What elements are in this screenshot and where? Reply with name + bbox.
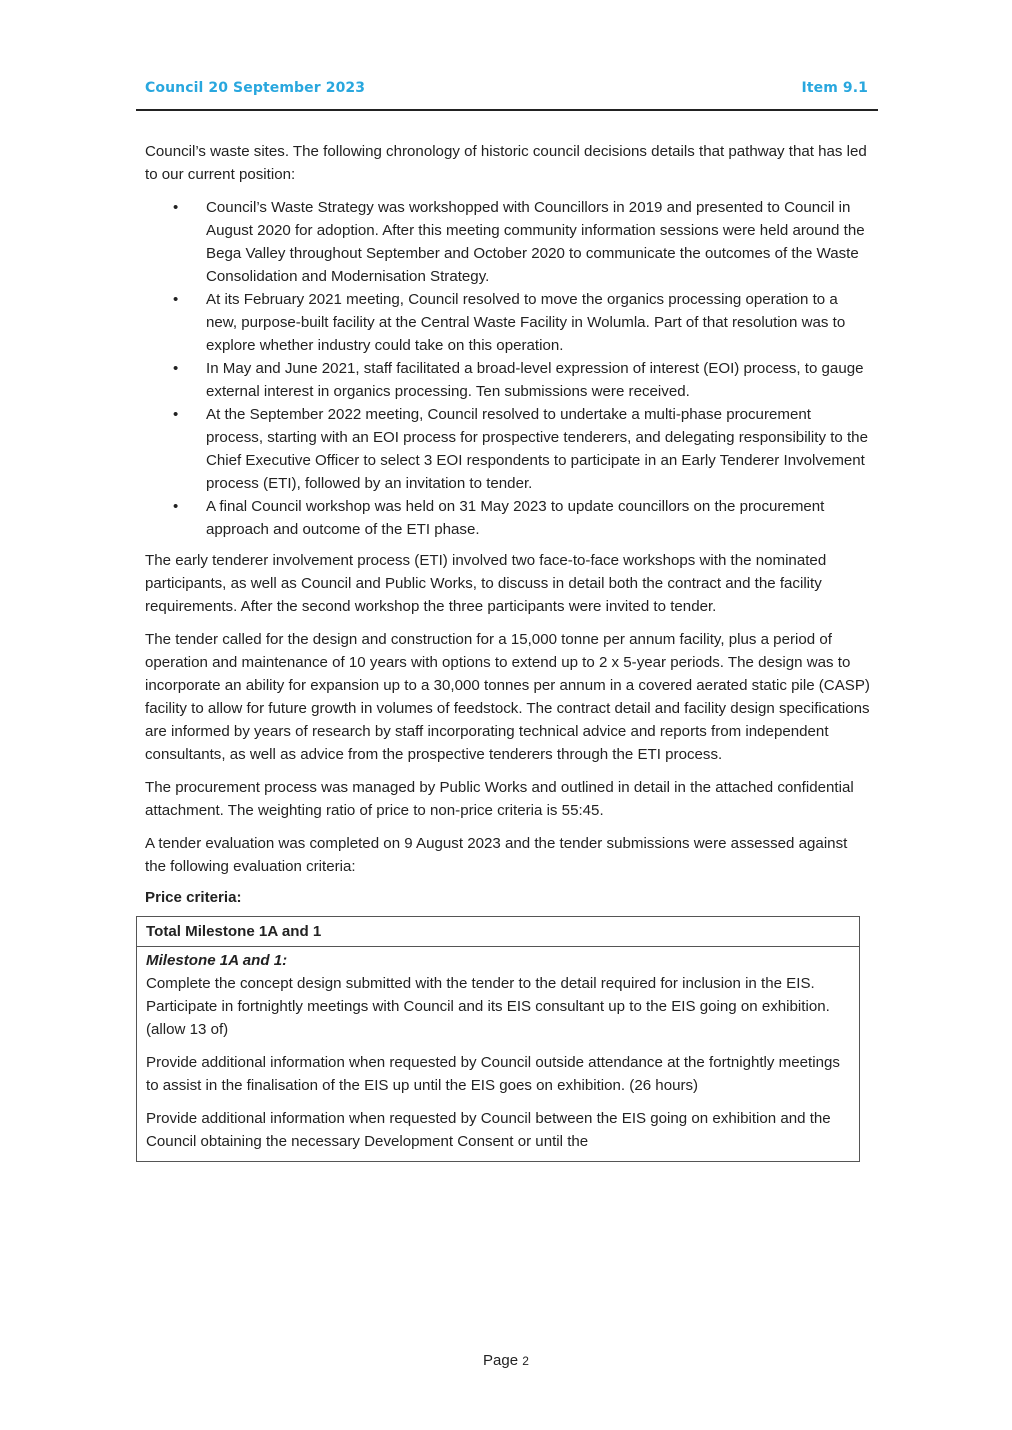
table-cell xyxy=(137,947,859,1161)
list-item xyxy=(145,495,871,541)
bullet-icon: • xyxy=(173,498,179,515)
list-item-text: Council’s Waste Strategy was workshopped with Councillors in 2019 and presented to Council in August 2020 for adoption. After this meeting community information sessions were held around the Bega Valley throughout September and October 2020 to communicate the outcomes of the Waste Consolidation and Modernisation Strategy. xyxy=(206,199,865,285)
milestone-item: Provide additional information when requested by Council outside attendance at the fortnightly meetings to assist in the finalisation of the EIS up until the EIS goes on exhibition. (26 hours) xyxy=(146,1054,840,1094)
milestone-item: Participate in fortnightly meetings with Council and its EIS consultant up to the EIS going on exhibition. (allow 13 of) xyxy=(146,998,830,1038)
milestone-title: Milestone 1A and 1: xyxy=(146,952,288,969)
item-number: Item 9.1 xyxy=(801,80,868,96)
eti-paragraph: The early tenderer involvement process (ETI) involved two face-to-face workshops with the nominated participants, as well as Council and Public Works, to discuss in detail both the contract and the facility requirements. After the second workshop the three participants were invited to tender. xyxy=(145,552,827,615)
milestone-item: Complete the concept design submitted with the tender to the detail required for inclusion in the EIS. xyxy=(146,975,815,992)
procurement-paragraph: The procurement process was managed by Public Works and outlined in detail in the attached confidential attachment. The weighting ratio of price to non-price criteria is 55:45. xyxy=(145,779,854,819)
list-item xyxy=(145,196,871,288)
tender-paragraph: The tender called for the design and construction for a 15,000 tonne per annum facility, plus a period of operation and maintenance of 10 years with options to extend up to 2 x 5-year periods. The design was to incorporate an ability for expansion up to a 30,000 tonnes per annum in a covered aerated static pile (CASP) facility to allow for future growth in volumes of feedstock. The contract detail and facility design specifications are informed by years of research by staff incorporating technical advice and reports from independent consultants, as well as advice from the prospective tenderers through the ETI process. xyxy=(145,631,870,763)
list-item-text: In May and June 2021, staff facilitated a broad-level expression of interest (EOI) process, to gauge external interest in organics processing. Ten submissions were received. xyxy=(206,360,864,400)
list-item xyxy=(145,403,871,495)
bullet-icon: • xyxy=(173,360,179,377)
list-item xyxy=(145,357,871,403)
page-number: 2 xyxy=(522,1354,529,1368)
bullet-icon: • xyxy=(173,406,179,423)
list-item-text: At its February 2021 meeting, Council resolved to move the organics processing operation to a new, purpose-built facility at the Central Waste Facility in Wolumla. Part of that resolution was to explore whether industry could take on this operation. xyxy=(206,291,846,354)
page-header xyxy=(145,80,868,100)
bullet-icon: • xyxy=(173,199,179,216)
page-label: Page xyxy=(483,1352,519,1369)
document-body xyxy=(145,140,871,1162)
milestone-item: Provide additional information when requested by Council between the EIS going on exhibition and the Council obtaining the necessary Development Consent or until the xyxy=(146,1110,831,1150)
evaluation-paragraph: A tender evaluation was completed on 9 August 2023 and the tender submissions were assessed against the following evaluation criteria: xyxy=(145,835,848,875)
meeting-title: Council 20 September 2023 xyxy=(145,80,366,96)
list-item-text: At the September 2022 meeting, Council resolved to undertake a multi-phase procurement process, starting with an EOI process for prospective tenderers, and delegating responsibility to the Chief Executive Officer to select 3 EOI respondents to participate in an Early Tenderer Involvement process (ETI), followed by an invitation to tender. xyxy=(206,406,868,492)
bullet-icon: • xyxy=(173,291,179,308)
header-divider xyxy=(136,109,878,111)
price-criteria-heading: Price criteria: xyxy=(145,889,242,906)
price-criteria-table xyxy=(136,916,860,1162)
intro-paragraph: Council’s waste sites. The following chronology of historic council decisions details that pathway that has led to our current position: xyxy=(145,143,867,183)
list-item xyxy=(145,288,871,357)
table-header: Total Milestone 1A and 1 xyxy=(137,917,859,947)
page-footer xyxy=(0,1352,1012,1369)
chronology-list xyxy=(145,196,871,541)
list-item-text: A final Council workshop was held on 31 May 2023 to update councillors on the procurement approach and outcome of the ETI phase. xyxy=(206,498,825,538)
